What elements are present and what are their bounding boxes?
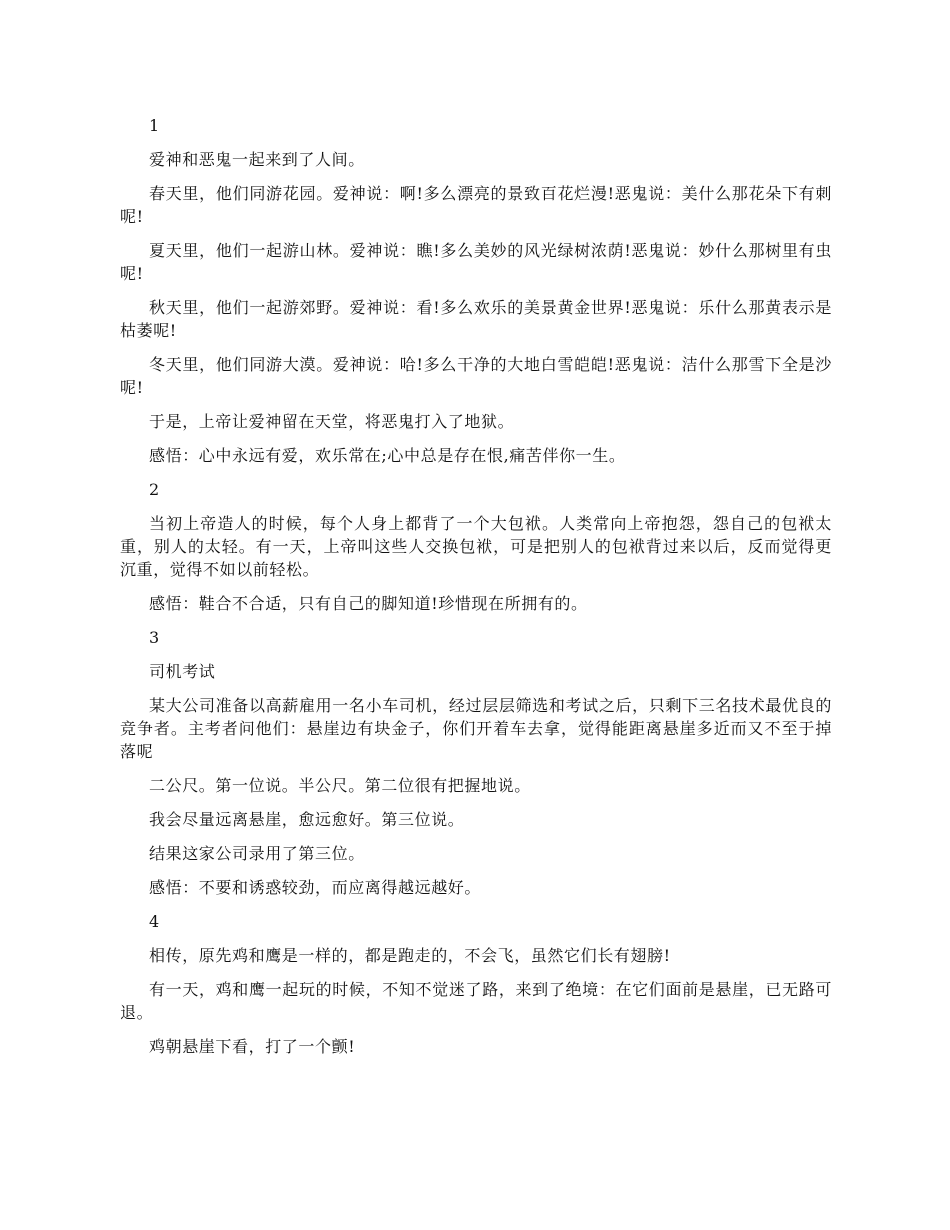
section-number: 4 <box>149 912 160 931</box>
section-number: 3 <box>149 628 160 647</box>
section-number: 2 <box>149 480 160 499</box>
paragraph: 鸡朝悬崖下看，打了一个颤! <box>149 1037 356 1056</box>
paragraph: 当初上帝造人的时候，每个人身上都背了一个大包袱。人类常向上帝抱怨，怨自己的包袱太重，别人的太轻。有一天，上帝叫这些人交换包袱，可是把别人的包袱背过来以后，反而觉得更沉重，觉得不如以前轻松。 <box>120 514 832 579</box>
paragraph: 夏天里，他们一起游山林。爱神说：瞧!多么美妙的风光绿树浓荫!恶鬼说：妙什么那树里有虫呢! <box>120 241 832 283</box>
paragraph: 二公尺。第一位说。半公尺。第二位很有把握地说。 <box>149 776 531 795</box>
insight-paragraph: 感悟：鞋合不合适，只有自己的脚知道!珍惜现在所拥有的。 <box>149 594 588 613</box>
paragraph: 冬天里，他们同游大漠。爱神说：哈!多么干净的大地白雪皑皑!恶鬼说：洁什么那雪下全是沙呢! <box>120 355 832 397</box>
paragraph: 结果这家公司录用了第三位。 <box>149 844 365 863</box>
section-number: 1 <box>149 116 160 135</box>
paragraph: 我会尽量远离悬崖，愈远愈好。第三位说。 <box>149 810 465 829</box>
paragraph: 春天里，他们同游花园。爱神说：啊!多么漂亮的景致百花烂漫!恶鬼说：美什么那花朵下有刺呢! <box>120 184 832 226</box>
paragraph: 某大公司准备以高薪雇用一名小车司机，经过层层筛选和考试之后，只剩下三名技术最优良的竞争者。主考者问他们：悬崖边有块金子，你们开着车去拿，觉得能距离悬崖多近而又不至于掉落呢 <box>120 696 832 761</box>
document-body <box>120 114 832 1069</box>
paragraph: 爱神和恶鬼一起来到了人间。 <box>149 150 365 169</box>
paragraph: 有一天，鸡和鹰一起玩的时候，不知不觉迷了路，来到了绝境：在它们面前是悬崖，已无路可退。 <box>120 980 832 1022</box>
paragraph: 相传，原先鸡和鹰是一样的，都是跑走的，不会飞，虽然它们长有翅膀! <box>149 946 671 965</box>
paragraph: 秋天里，他们一起游郊野。爱神说：看!多么欢乐的美景黄金世界!恶鬼说：乐什么那黄表示是枯萎呢! <box>120 298 832 340</box>
story-title: 司机考试 <box>149 662 216 681</box>
insight-paragraph: 感悟：不要和诱惑较劲，而应离得越远越好。 <box>149 878 482 897</box>
paragraph: 于是，上帝让爱神留在天堂，将恶鬼打入了地狱。 <box>149 412 515 431</box>
insight-paragraph: 感悟：心中永远有爱，欢乐常在;心中总是存在恨,痛苦伴你一生。 <box>149 446 626 465</box>
